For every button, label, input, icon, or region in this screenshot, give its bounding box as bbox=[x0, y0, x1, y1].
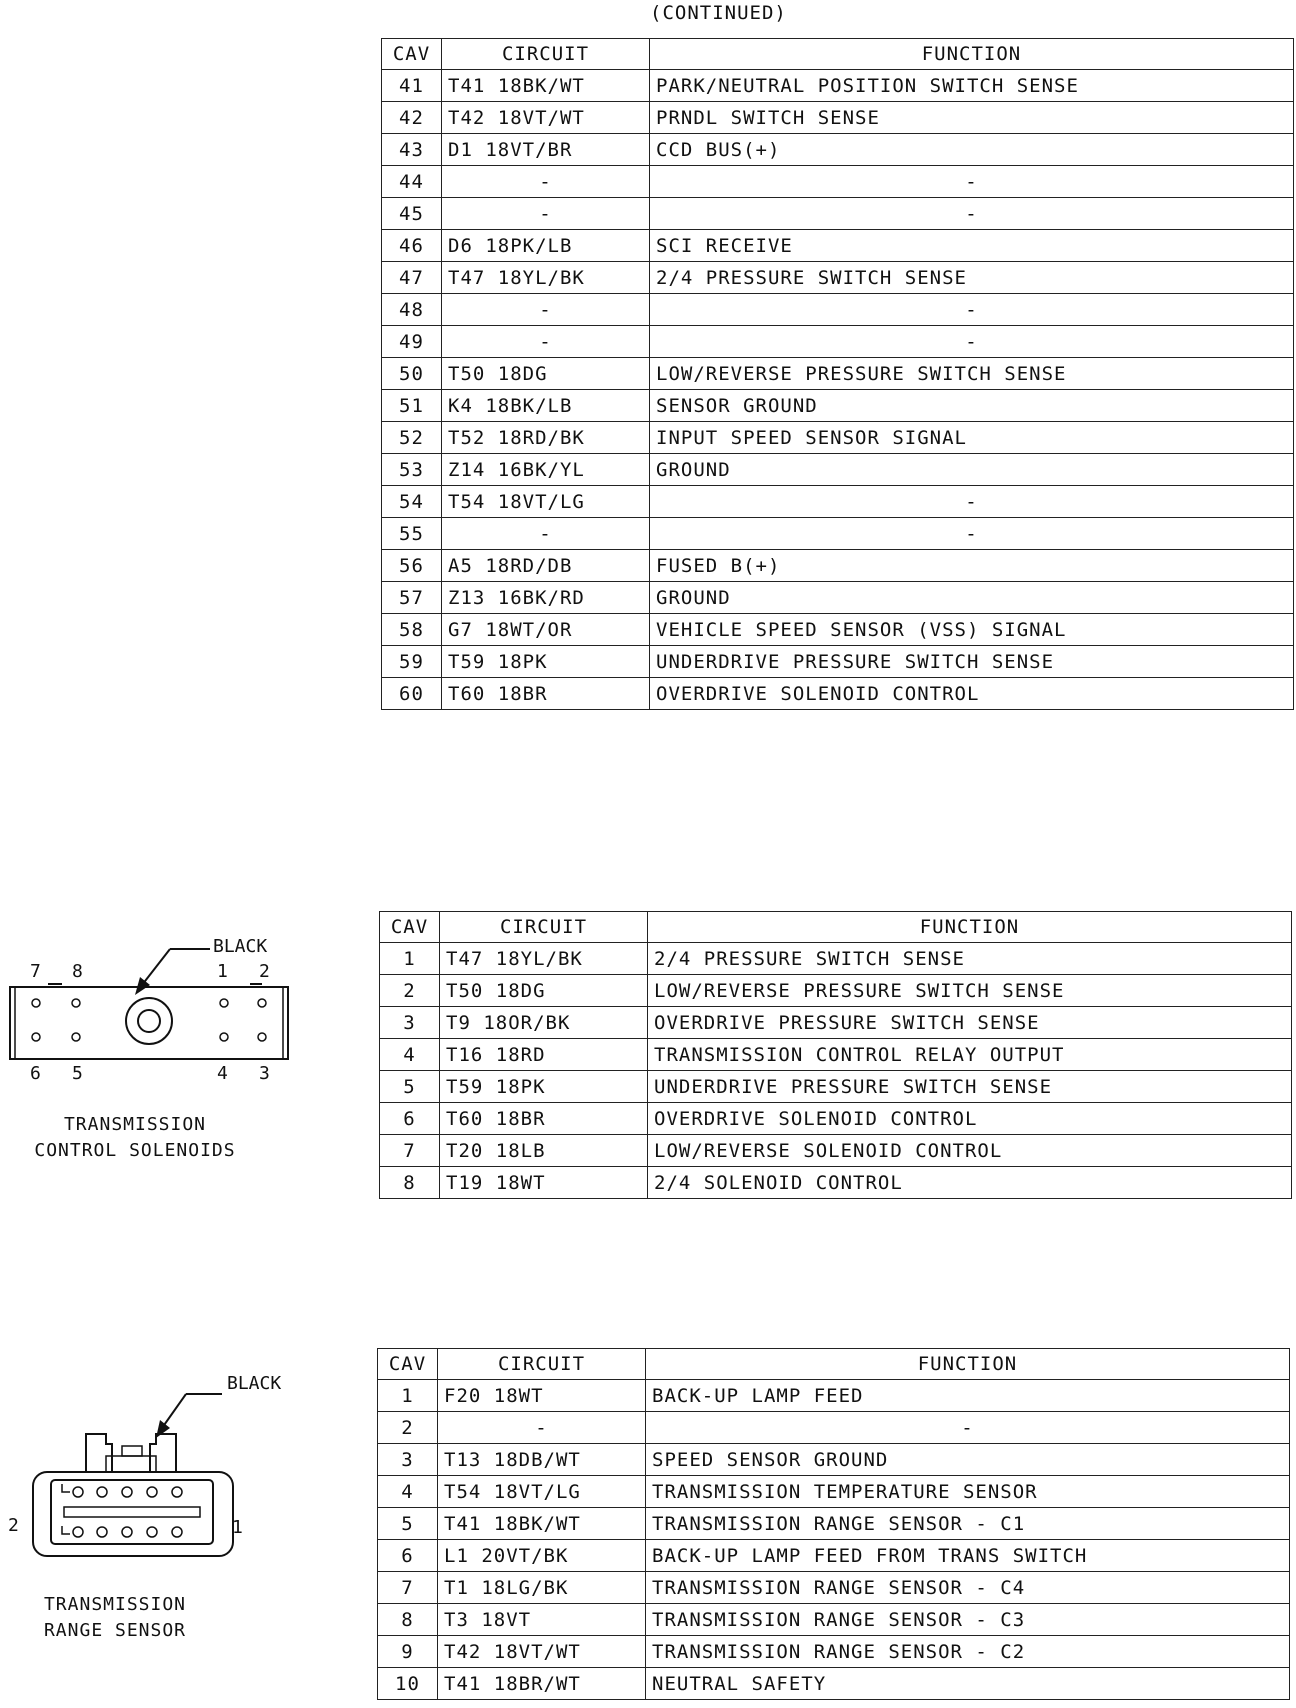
caption-line: TRANSMISSION bbox=[43, 1594, 187, 1615]
latch-tab bbox=[106, 1456, 156, 1472]
pin-label: 3 bbox=[259, 1063, 270, 1084]
circuit-cell: T42 18VT/WT bbox=[442, 102, 650, 134]
cav-header: CAV bbox=[380, 912, 440, 943]
pinout-table-range-sensor bbox=[377, 1348, 1290, 1700]
pin-label: 2 bbox=[259, 961, 270, 982]
function-cell: PRNDL SWITCH SENSE bbox=[650, 102, 1294, 134]
pin-cavity bbox=[32, 999, 40, 1007]
circuit-cell: - bbox=[438, 1412, 646, 1444]
circuit-cell: - bbox=[442, 326, 650, 358]
cav-cell: 53 bbox=[382, 454, 442, 486]
key-mark bbox=[62, 1484, 70, 1492]
pin-cavity bbox=[122, 1527, 132, 1537]
circuit-cell: - bbox=[442, 518, 650, 550]
connector-caption bbox=[10, 1112, 260, 1164]
cav-cell: 8 bbox=[380, 1167, 440, 1199]
circuit-header: CIRCUIT bbox=[438, 1349, 646, 1380]
cav-cell: 56 bbox=[382, 550, 442, 582]
circuit-cell: T59 18PK bbox=[442, 646, 650, 678]
cav-cell: 2 bbox=[380, 975, 440, 1007]
pin-cavity bbox=[32, 1033, 40, 1041]
table-row bbox=[382, 454, 1294, 486]
table-row bbox=[378, 1636, 1290, 1668]
table-row bbox=[380, 1103, 1292, 1135]
table-row bbox=[378, 1540, 1290, 1572]
table-row bbox=[378, 1668, 1290, 1700]
cav-header: CAV bbox=[382, 39, 442, 70]
connector-latch bbox=[150, 1434, 176, 1472]
function-cell: SPEED SENSOR GROUND bbox=[646, 1444, 1290, 1476]
cav-cell: 9 bbox=[378, 1636, 438, 1668]
function-cell: - bbox=[650, 198, 1294, 230]
circuit-cell: T41 18BK/WT bbox=[442, 70, 650, 102]
function-cell: GROUND bbox=[650, 454, 1294, 486]
leader-arrow bbox=[156, 1420, 170, 1438]
caption-line: CONTROL SOLENOIDS bbox=[34, 1140, 236, 1161]
function-cell: CCD BUS(+) bbox=[650, 134, 1294, 166]
function-cell: LOW/REVERSE PRESSURE SWITCH SENSE bbox=[648, 975, 1292, 1007]
circuit-cell: T59 18PK bbox=[440, 1071, 648, 1103]
circuit-cell: T50 18DG bbox=[440, 975, 648, 1007]
connector-color-label: BLACK bbox=[213, 936, 268, 957]
pin-label: 4 bbox=[217, 1063, 228, 1084]
function-cell: TRANSMISSION CONTROL RELAY OUTPUT bbox=[648, 1039, 1292, 1071]
table-row bbox=[378, 1476, 1290, 1508]
cav-cell: 45 bbox=[382, 198, 442, 230]
table-row bbox=[380, 1039, 1292, 1071]
cav-cell: 42 bbox=[382, 102, 442, 134]
cav-cell: 59 bbox=[382, 646, 442, 678]
cav-cell: 10 bbox=[378, 1668, 438, 1700]
table-row bbox=[382, 646, 1294, 678]
pin-cavity bbox=[72, 1033, 80, 1041]
cav-header: CAV bbox=[378, 1349, 438, 1380]
pin-cavity bbox=[258, 1033, 266, 1041]
cav-cell: 47 bbox=[382, 262, 442, 294]
circuit-cell: A5 18RD/DB bbox=[442, 550, 650, 582]
pin-label: 5 bbox=[72, 1063, 83, 1084]
pin-cavity bbox=[122, 1487, 132, 1497]
circuit-cell: T41 18BR/WT bbox=[438, 1668, 646, 1700]
function-cell: SCI RECEIVE bbox=[650, 230, 1294, 262]
pin-cavity bbox=[220, 999, 228, 1007]
circuit-cell: T9 18OR/BK bbox=[440, 1007, 648, 1039]
function-cell: BACK-UP LAMP FEED bbox=[646, 1380, 1290, 1412]
pin-label: 1 bbox=[217, 961, 228, 982]
pin-label: 7 bbox=[30, 961, 41, 982]
circuit-cell: T20 18LB bbox=[440, 1135, 648, 1167]
function-cell: TRANSMISSION RANGE SENSOR - C1 bbox=[646, 1508, 1290, 1540]
connector-latch bbox=[86, 1434, 112, 1472]
pin-cavity bbox=[220, 1033, 228, 1041]
pin-cavity bbox=[73, 1487, 83, 1497]
circuit-cell: T54 18VT/LG bbox=[442, 486, 650, 518]
circuit-cell: T42 18VT/WT bbox=[438, 1636, 646, 1668]
table-row bbox=[382, 550, 1294, 582]
circuit-cell: D1 18VT/BR bbox=[442, 134, 650, 166]
function-cell: LOW/REVERSE PRESSURE SWITCH SENSE bbox=[650, 358, 1294, 390]
pin-cavity bbox=[147, 1487, 157, 1497]
cav-cell: 7 bbox=[380, 1135, 440, 1167]
circuit-cell: T60 18BR bbox=[440, 1103, 648, 1135]
cav-cell: 54 bbox=[382, 486, 442, 518]
function-header: FUNCTION bbox=[648, 912, 1292, 943]
pin-label: 8 bbox=[72, 961, 83, 982]
cav-cell: 5 bbox=[378, 1508, 438, 1540]
pin-label: 6 bbox=[30, 1063, 41, 1084]
leader-line bbox=[162, 1394, 186, 1428]
table-row bbox=[382, 678, 1294, 710]
cav-cell: 8 bbox=[378, 1604, 438, 1636]
cav-cell: 4 bbox=[380, 1039, 440, 1071]
circuit-cell: Z14 16BK/YL bbox=[442, 454, 650, 486]
center-boss bbox=[138, 1010, 160, 1032]
cav-cell: 46 bbox=[382, 230, 442, 262]
table-row bbox=[382, 230, 1294, 262]
function-cell: BACK-UP LAMP FEED FROM TRANS SWITCH bbox=[646, 1540, 1290, 1572]
connector-color-label: BLACK bbox=[227, 1373, 282, 1394]
function-cell: UNDERDRIVE PRESSURE SWITCH SENSE bbox=[650, 646, 1294, 678]
cav-cell: 43 bbox=[382, 134, 442, 166]
function-cell: PARK/NEUTRAL POSITION SWITCH SENSE bbox=[650, 70, 1294, 102]
center-boss bbox=[126, 998, 172, 1044]
table-row bbox=[382, 326, 1294, 358]
circuit-cell: K4 18BK/LB bbox=[442, 390, 650, 422]
circuit-cell: T41 18BK/WT bbox=[438, 1508, 646, 1540]
function-cell: 2/4 PRESSURE SWITCH SENSE bbox=[648, 943, 1292, 975]
cav-cell: 55 bbox=[382, 518, 442, 550]
function-cell: 2/4 SOLENOID CONTROL bbox=[648, 1167, 1292, 1199]
function-cell: - bbox=[646, 1412, 1290, 1444]
cav-cell: 57 bbox=[382, 582, 442, 614]
cav-cell: 5 bbox=[380, 1071, 440, 1103]
circuit-cell: L1 20VT/BK bbox=[438, 1540, 646, 1572]
cav-cell: 4 bbox=[378, 1476, 438, 1508]
circuit-cell: T47 18YL/BK bbox=[440, 943, 648, 975]
pin-cavity bbox=[72, 999, 80, 1007]
function-cell: INPUT SPEED SENSOR SIGNAL bbox=[650, 422, 1294, 454]
function-cell: TRANSMISSION RANGE SENSOR - C4 bbox=[646, 1572, 1290, 1604]
circuit-cell: - bbox=[442, 198, 650, 230]
leader-line bbox=[142, 949, 170, 985]
cav-cell: 6 bbox=[378, 1540, 438, 1572]
table-row bbox=[382, 198, 1294, 230]
pin-cavity bbox=[147, 1527, 157, 1537]
cav-cell: 1 bbox=[378, 1380, 438, 1412]
key-mark bbox=[62, 1526, 70, 1534]
cav-cell: 3 bbox=[380, 1007, 440, 1039]
pin-cavity bbox=[97, 1487, 107, 1497]
circuit-cell: T52 18RD/BK bbox=[442, 422, 650, 454]
transmission-range-sensor-connector bbox=[0, 1378, 310, 1578]
pinout-table-control-solenoids bbox=[379, 911, 1292, 1199]
circuit-cell: T54 18VT/LG bbox=[438, 1476, 646, 1508]
function-cell: SENSOR GROUND bbox=[650, 390, 1294, 422]
function-cell: - bbox=[650, 518, 1294, 550]
cav-cell: 60 bbox=[382, 678, 442, 710]
table-row bbox=[382, 422, 1294, 454]
circuit-cell: G7 18WT/OR bbox=[442, 614, 650, 646]
function-cell: OVERDRIVE SOLENOID CONTROL bbox=[650, 678, 1294, 710]
table-row bbox=[382, 486, 1294, 518]
table-row bbox=[382, 70, 1294, 102]
table-row bbox=[378, 1508, 1290, 1540]
latch-tab bbox=[122, 1446, 142, 1456]
circuit-cell: T1 18LG/BK bbox=[438, 1572, 646, 1604]
connector-caption bbox=[0, 1592, 230, 1644]
table-row bbox=[378, 1412, 1290, 1444]
circuit-cell: F20 18WT bbox=[438, 1380, 646, 1412]
cav-cell: 48 bbox=[382, 294, 442, 326]
continued-label: (CONTINUED) bbox=[650, 2, 787, 24]
table-row bbox=[382, 166, 1294, 198]
function-cell: - bbox=[650, 166, 1294, 198]
function-header: FUNCTION bbox=[650, 39, 1294, 70]
circuit-cell: T50 18DG bbox=[442, 358, 650, 390]
pin-label: 2 bbox=[8, 1515, 19, 1536]
table-row bbox=[382, 518, 1294, 550]
cav-cell: 49 bbox=[382, 326, 442, 358]
pin-label: 1 bbox=[232, 1517, 243, 1538]
circuit-cell: T60 18BR bbox=[442, 678, 650, 710]
table-row bbox=[382, 390, 1294, 422]
cav-cell: 44 bbox=[382, 166, 442, 198]
circuit-header: CIRCUIT bbox=[442, 39, 650, 70]
table-row bbox=[382, 582, 1294, 614]
table-row bbox=[382, 102, 1294, 134]
table-row bbox=[380, 943, 1292, 975]
circuit-cell: - bbox=[442, 166, 650, 198]
table-row bbox=[378, 1604, 1290, 1636]
cav-cell: 6 bbox=[380, 1103, 440, 1135]
cav-cell: 52 bbox=[382, 422, 442, 454]
circuit-cell: - bbox=[442, 294, 650, 326]
table-row bbox=[382, 294, 1294, 326]
pin-cavity bbox=[97, 1527, 107, 1537]
cav-cell: 51 bbox=[382, 390, 442, 422]
caption-line: TRANSMISSION bbox=[63, 1114, 207, 1135]
divider-bar bbox=[64, 1507, 200, 1517]
function-cell: FUSED B(+) bbox=[650, 550, 1294, 582]
table-row bbox=[378, 1572, 1290, 1604]
pin-cavity bbox=[73, 1527, 83, 1537]
function-cell: TRANSMISSION TEMPERATURE SENSOR bbox=[646, 1476, 1290, 1508]
circuit-cell: T19 18WT bbox=[440, 1167, 648, 1199]
function-header: FUNCTION bbox=[646, 1349, 1290, 1380]
function-cell: TRANSMISSION RANGE SENSOR - C2 bbox=[646, 1636, 1290, 1668]
circuit-cell: T3 18VT bbox=[438, 1604, 646, 1636]
function-cell: OVERDRIVE SOLENOID CONTROL bbox=[648, 1103, 1292, 1135]
table-row bbox=[382, 262, 1294, 294]
function-cell: UNDERDRIVE PRESSURE SWITCH SENSE bbox=[648, 1071, 1292, 1103]
table-row bbox=[380, 1167, 1292, 1199]
table-row bbox=[382, 134, 1294, 166]
circuit-cell: T13 18DB/WT bbox=[438, 1444, 646, 1476]
function-cell: 2/4 PRESSURE SWITCH SENSE bbox=[650, 262, 1294, 294]
table-row bbox=[380, 1135, 1292, 1167]
table-row bbox=[380, 975, 1292, 1007]
function-cell: LOW/REVERSE SOLENOID CONTROL bbox=[648, 1135, 1292, 1167]
caption-line: RANGE SENSOR bbox=[43, 1620, 187, 1641]
circuit-header: CIRCUIT bbox=[440, 912, 648, 943]
cav-cell: 7 bbox=[378, 1572, 438, 1604]
cav-cell: 2 bbox=[378, 1412, 438, 1444]
function-cell: VEHICLE SPEED SENSOR (VSS) SIGNAL bbox=[650, 614, 1294, 646]
circuit-cell: T47 18YL/BK bbox=[442, 262, 650, 294]
pin-cavity bbox=[172, 1487, 182, 1497]
pinout-table-continued bbox=[381, 38, 1294, 710]
function-cell: - bbox=[650, 486, 1294, 518]
table-row bbox=[382, 358, 1294, 390]
table-row bbox=[378, 1444, 1290, 1476]
table-row bbox=[380, 1007, 1292, 1039]
table-row bbox=[378, 1380, 1290, 1412]
circuit-cell: D6 18PK/LB bbox=[442, 230, 650, 262]
table-row bbox=[382, 614, 1294, 646]
function-cell: GROUND bbox=[650, 582, 1294, 614]
table-row bbox=[380, 1071, 1292, 1103]
circuit-cell: T16 18RD bbox=[440, 1039, 648, 1071]
pin-cavity bbox=[172, 1527, 182, 1537]
cav-cell: 41 bbox=[382, 70, 442, 102]
cav-cell: 1 bbox=[380, 943, 440, 975]
cav-cell: 3 bbox=[378, 1444, 438, 1476]
function-cell: NEUTRAL SAFETY bbox=[646, 1668, 1290, 1700]
function-cell: - bbox=[650, 326, 1294, 358]
cav-cell: 58 bbox=[382, 614, 442, 646]
circuit-cell: Z13 16BK/RD bbox=[442, 582, 650, 614]
function-cell: OVERDRIVE PRESSURE SWITCH SENSE bbox=[648, 1007, 1292, 1039]
cav-cell: 50 bbox=[382, 358, 442, 390]
function-cell: TRANSMISSION RANGE SENSOR - C3 bbox=[646, 1604, 1290, 1636]
function-cell: - bbox=[650, 294, 1294, 326]
pin-cavity bbox=[258, 999, 266, 1007]
